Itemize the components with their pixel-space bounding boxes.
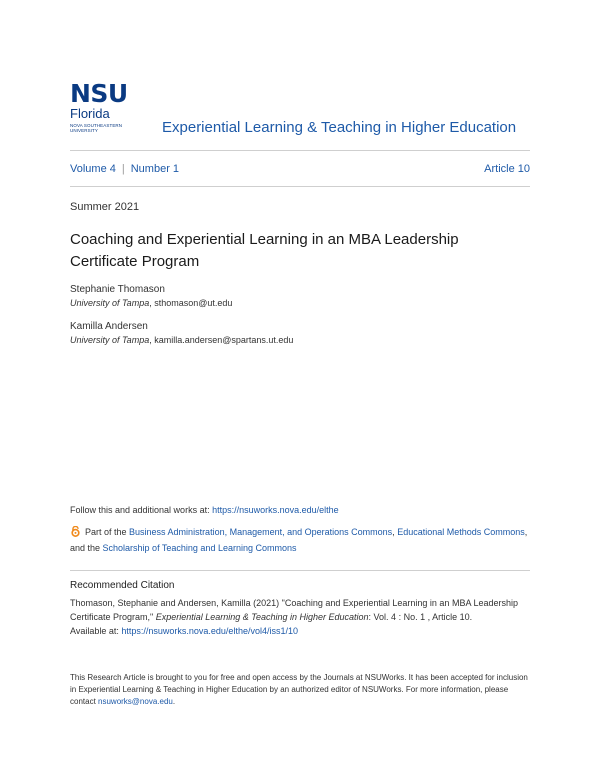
affiliation-name: University of Tampa — [70, 335, 150, 345]
author-email[interactable]: kamilla.andersen@spartans.ut.edu — [154, 335, 294, 345]
issue-info — [70, 163, 530, 175]
contact-email-link[interactable]: nsuworks@nova.edu — [98, 697, 173, 706]
paper-title: Coaching and Experiential Learning in an MBA Leadership Certificate Program — [70, 231, 459, 270]
logo-university-name: NOVA SOUTHEASTERN UNIVERSITY — [70, 123, 123, 133]
volume-link[interactable]: Volume 4 — [70, 163, 116, 175]
notice-end: . — [172, 697, 176, 706]
citation-heading: Recommended Citation — [70, 580, 175, 591]
divider-issue — [70, 186, 530, 187]
part-of-commons — [70, 524, 540, 556]
commons-link-business[interactable]: Business Administration, Management, and Operations Commons — [129, 527, 393, 537]
author-2 — [70, 320, 293, 347]
commons-link-scholarship[interactable]: Scholarship of Teaching and Learning Commons — [102, 543, 297, 553]
nsu-logo — [70, 79, 142, 133]
article-url-link[interactable]: https://nsuworks.nova.edu/elthe/vol4/iss1/10 — [121, 626, 298, 636]
open-access-icon — [70, 526, 81, 537]
author-affiliation: University of Tampa, sthomason@ut.edu — [70, 298, 233, 308]
partof-prefix: Part of the — [85, 527, 130, 537]
logo-florida: Florida — [70, 106, 110, 121]
journal-title[interactable]: Experiential Learning & Teaching in Higher Education — [162, 119, 517, 136]
author-name: Kamilla Andersen — [70, 321, 148, 332]
affiliation-name: University of Tampa — [70, 298, 150, 308]
citation-body — [70, 596, 525, 638]
follow-text: Follow this and additional works at: — [70, 505, 213, 515]
citation-volume: : Vol. 4 : No. 1 , Article 10. — [368, 612, 473, 622]
divider-top — [70, 150, 530, 151]
partof-separator: , and the — [70, 527, 528, 553]
author-email[interactable]: sthomason@ut.edu — [154, 298, 233, 308]
logo-wordmark: NSU — [70, 79, 128, 108]
citation-text: Thomason, Stephanie and Andersen, Kamilla (2021) "Coaching and Experiential Learning in an MBA Leadership Certificate Program," — [70, 598, 518, 622]
follow-url-link[interactable]: https://nsuworks.nova.edu/elthe — [212, 505, 339, 515]
author-affiliation: University of Tampa, kamilla.andersen@spartans.ut.edu — [70, 335, 294, 345]
partof-separator: , — [392, 527, 398, 537]
divider-citation — [70, 570, 530, 571]
available-label: Available at: — [70, 626, 122, 636]
commons-link-educational-methods[interactable]: Educational Methods Commons — [397, 527, 525, 537]
citation-journal: Experiential Learning & Teaching in Higher Education — [155, 612, 369, 622]
author-name: Stephanie Thomason — [70, 284, 165, 295]
author-1 — [70, 283, 232, 310]
issue-separator: | — [121, 163, 125, 175]
publication-date: Summer 2021 — [70, 201, 140, 213]
follow-works — [70, 505, 339, 515]
access-notice — [70, 672, 535, 708]
notice-text: This Research Article is brought to you for free and open access by the Journals at NSUWorks. It has been accepted for inclusion in Experiential Learning & Teaching in Higher Education by an authorized editor of NSUWorks. For more information, please contact — [70, 673, 528, 706]
article-link[interactable]: Article 10 — [484, 163, 530, 175]
number-link[interactable]: Number 1 — [130, 163, 180, 175]
